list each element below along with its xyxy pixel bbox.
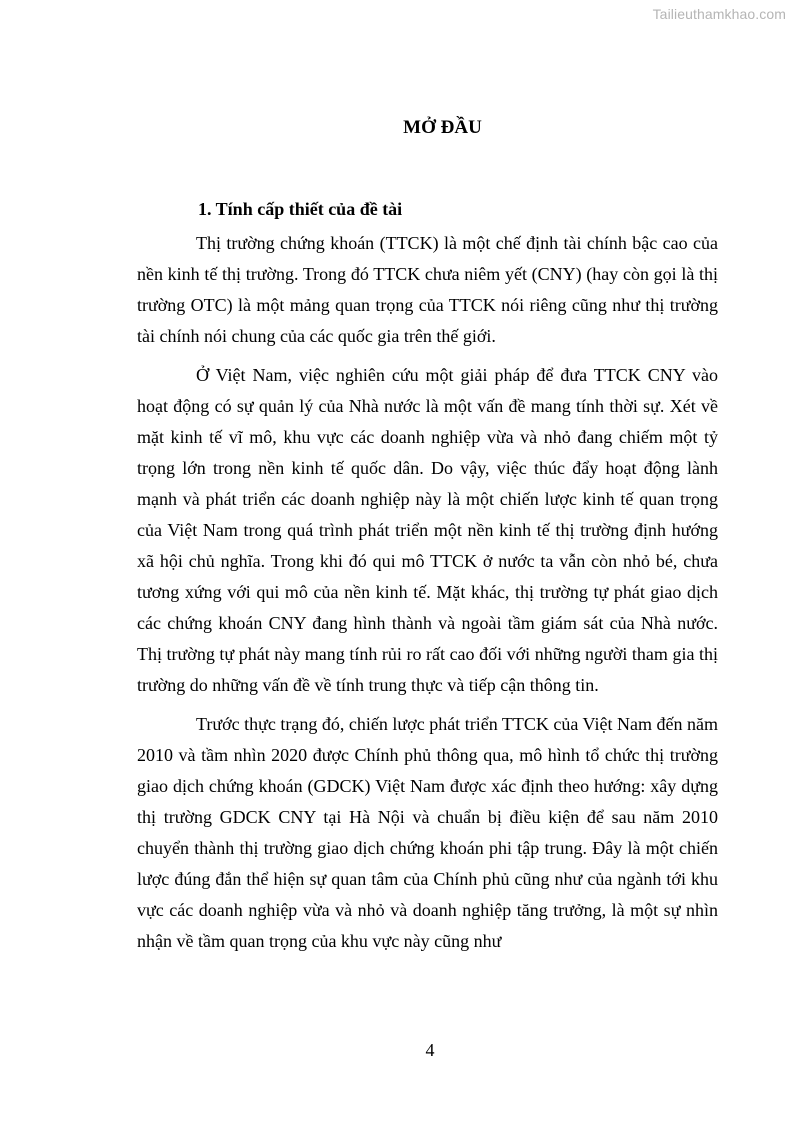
page-number: 4 <box>425 1040 435 1060</box>
paragraph-2: Ở Việt Nam, việc nghiên cứu một giải pháp để đưa TTCK CNY vào hoạt động có sự quản lý của Nhà nước là một vấn đề mang tính thời sự. Xét về mặt kinh tế vĩ mô, khu vực các doanh nghiệp vừa và nhỏ đang chiếm một tỷ trọng lớn trong nền kinh tế quốc dân. Do vậy, việc thúc đẩy hoạt động lành mạnh và phát triển các doanh nghiệp này là một chiến lược kinh tế quan trọng của Việt Nam trong quá trình phát triển một nền kinh tế thị trường định hướng xã hội chủ nghĩa. Trong khi đó qui mô TTCK ở nước ta vẫn còn nhỏ bé, chưa tương xứng với qui mô của nền kinh tế. Mặt khác, thị trường tự phát giao dịch các chứng khoán CNY đang hình thành và ngoài tầm giám sát của Nhà nước. Thị trường tự phát này mang tính rủi ro rất cao đối với những người tham gia thị trường do những vấn đề về tính trung thực và tiếp cận thông tin. <box>137 365 718 695</box>
paragraph-3: Trước thực trạng đó, chiến lược phát triển TTCK của Việt Nam đến năm 2010 và tầm nhìn 2020 được Chính phủ thông qua, mô hình tổ chức thị trường giao dịch chứng khoán (GDCK) Việt Nam được xác định theo hướng: xây dựng thị trường GDCK CNY tại Hà Nội và chuẩn bị điều kiện để sau năm 2010 chuyển thành thị trường giao dịch chứng khoán phi tập trung. Đây là một chiến lược đúng đắn thể hiện sự quan tâm của Chính phủ cũng như của ngành tới khu vực các doanh nghiệp vừa và nhỏ và doanh nghiệp tăng trưởng, là một sự nhìn nhận về tầm quan trọng của khu vực này cũng như <box>137 714 718 951</box>
section-heading: 1. Tính cấp thiết của đề tài <box>198 199 403 219</box>
page-content <box>137 112 718 957</box>
page-title: MỞ ĐẦU <box>403 117 482 138</box>
paragraph-1: Thị trường chứng khoán (TTCK) là một chế định tài chính bậc cao của nền kinh tế thị trường. Trong đó TTCK chưa niêm yết (CNY) (hay còn gọi là thị trường OTC) là một mảng quan trọng của TTCK nói riêng cũng như thị trường tài chính nói chung của các quốc gia trên thế giới. <box>137 233 718 346</box>
watermark: Tailieuthamkhao.com <box>652 6 786 22</box>
